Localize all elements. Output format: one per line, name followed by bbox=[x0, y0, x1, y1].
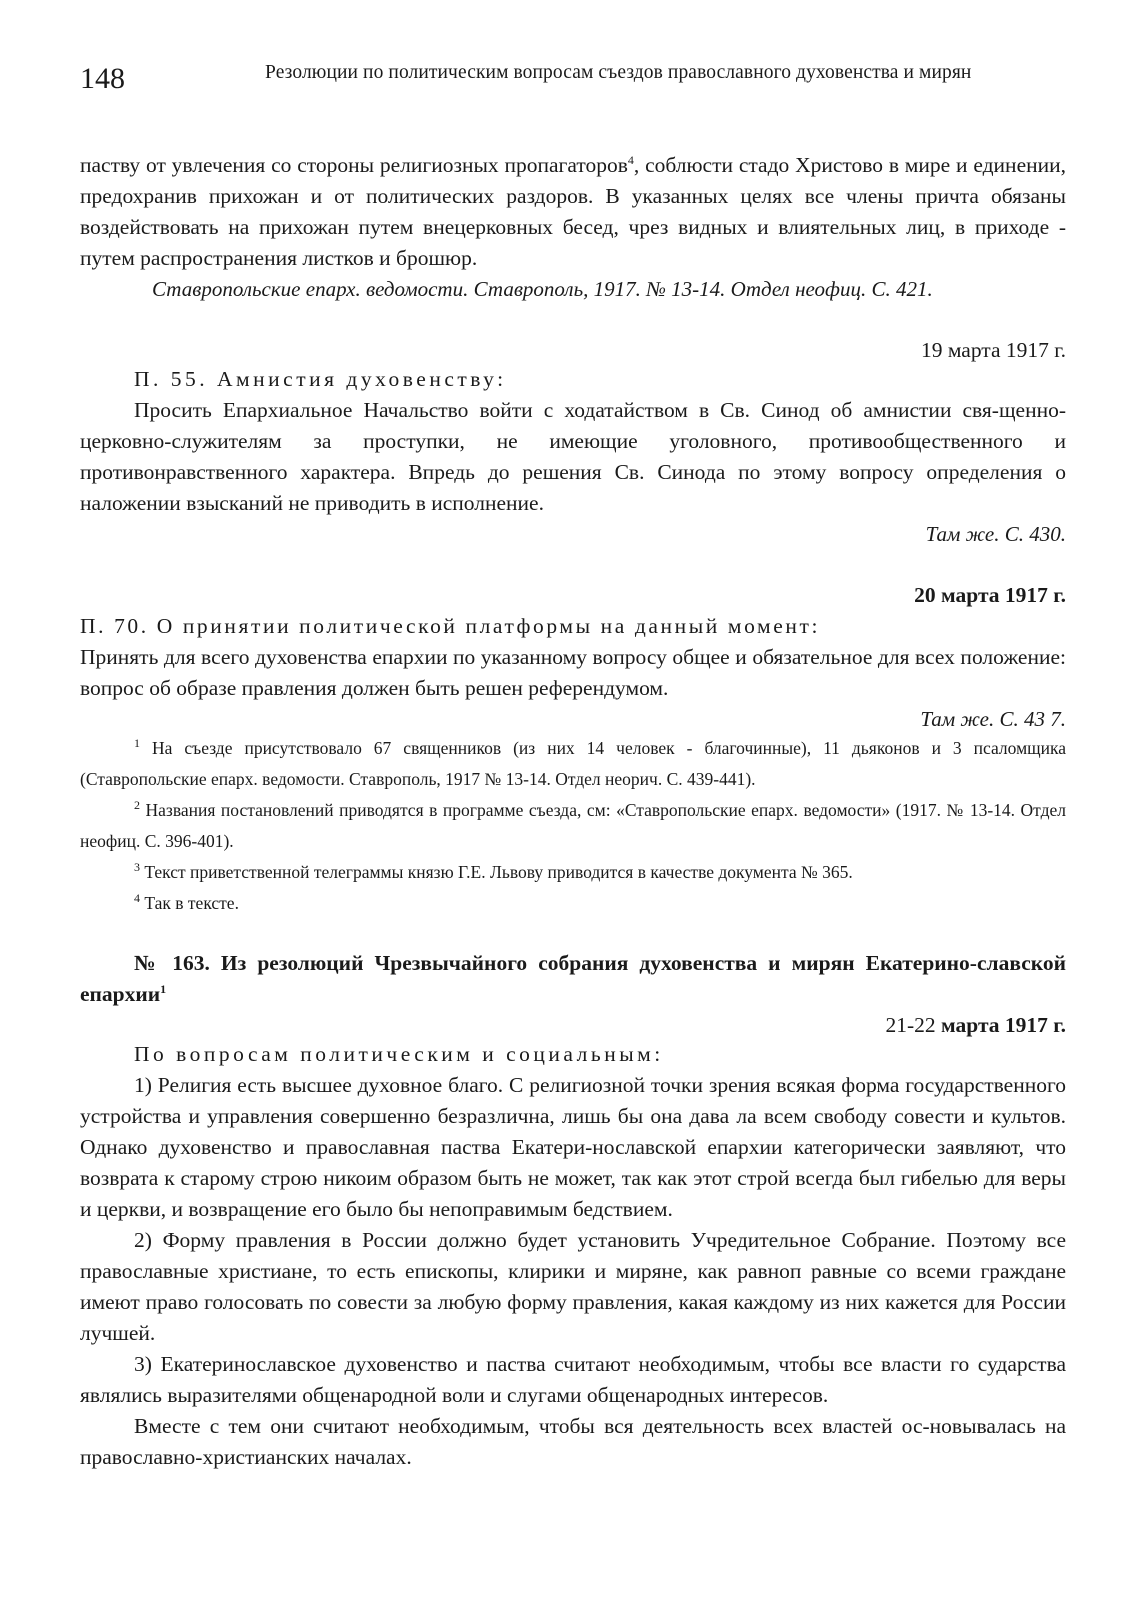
footnote: $^3$ Текст приветственной телеграммы князю Г.Е. Львову приводится в качестве документа № 365. bbox=[134, 860, 853, 882]
document-163 bbox=[80, 948, 1066, 1473]
paragraph-text-cont: , соблюсти стадо Христово в мире и единении, предохранив прихожан и от политических раздоров. В указанных целях все члены причта обязаны воздействовать на прихожан путем внецерковных бесед, чрез видных и влиятельных лиц, в приходе - путем распространения листков и брошюр. bbox=[80, 153, 1067, 270]
date-line: 21-22 марта 1917 г. bbox=[885, 1013, 1066, 1037]
paragraph: Вместе с тем они считают необходимым, чтобы вся деятельность всех властей ос-новывалась на православно-христианских началах. bbox=[80, 1414, 1066, 1469]
paragraph: 1) Религия есть высшее духовное благо. С религиозной точки зрения всякая форма государственного устройства и управления совершенно безразлична, лишь бы она дава ла всем свободу совести и культов. Однако духовенство и православная паства Екатери-нославской епархии категорически заявляют, что возврата к старому строю никоим образом быть не может, так как этот строй всегда был гибелью для веры и церкви, и возвращение его было бы непоправимым бедствием. bbox=[80, 1073, 1066, 1221]
footnote-ref: 4 bbox=[627, 152, 634, 167]
footnote: $^2$ Названия постановлений приводятся в программе съезда, см: «Ставропольские епарх. ведомости» (1917. № 13-14. Отдел неофиц. С. 396-401). bbox=[80, 798, 1066, 851]
source-citation: Там же. С. 430. bbox=[925, 522, 1066, 546]
block-item-70 bbox=[80, 580, 1066, 735]
section-heading: П. 55. Амнистия духовенству: bbox=[134, 367, 507, 391]
document-title: № 163. Из резолюций Чрезвычайного собрания духовенства и мирян Екатерино-славской епархии$^1$ bbox=[80, 951, 1066, 1006]
footnote: $^1$ На съезде присутствовало 67 священников (из них 14 человек - благочинные), 11 дьяконов и 3 псаломщика (Ставропольские епарх. ведомости. Ставрополь, 1917 № 13-14. Отдел неорич. С. 439-441). bbox=[80, 736, 1067, 789]
footnote: $^4$ Так в тексте. bbox=[134, 891, 239, 913]
date-line: 19 марта 1917 г. bbox=[920, 338, 1066, 362]
running-title: Резолюции по политическим вопросам съездов православного духовенства и мирян bbox=[265, 62, 972, 83]
source-citation: Ставропольские епарх. ведомости. Ставрополь, 1917. № 13-14. Отдел неофиц. С. 421. bbox=[152, 277, 933, 301]
paragraph: Просить Епархиальное Начальство войти с ходатайством в Св. Синод об амнистии свя-щенно-церковно-служителям за проступки, не имеющие уголовного, противообщественного и противонравственного характера. Впредь до решения Св. Синода по этому вопросу определения о наложении взысканий не приводить в исполнение. bbox=[80, 398, 1066, 515]
paragraph: 3) Екатеринославское духовенство и паства считают необходимым, чтобы все власти го сударства являлись выразителями общенародной воли и слугами общенародных интересов. bbox=[80, 1352, 1066, 1407]
paragraph: Принять для всего духовенства епархии по указанному вопросу общее и обязательное для всех положение: вопрос об образе правления должен быть решен референдумом. bbox=[80, 645, 1066, 700]
page-number: 148 bbox=[80, 62, 125, 95]
block-item-55 bbox=[80, 335, 1066, 550]
block-stavropol-1 bbox=[80, 150, 1066, 305]
section-heading: По вопросам политическим и социальным: bbox=[134, 1042, 664, 1066]
paragraph: 2) Форму правления в России должно будет установить Учредительное Собрание. Поэтому все православные христиане, то есть епископы, клирики и миряне, как равноп равные со всеми граждане имеют право голосовать по совести за любую форму правления, какая каждому из них кажется для России лучшей. bbox=[80, 1228, 1066, 1345]
paragraph-text: паству от увлечения со стороны религиозных пропагаторов bbox=[80, 153, 628, 177]
footnotes bbox=[80, 733, 1066, 919]
source-citation: Там же. С. 43 7. bbox=[920, 707, 1066, 731]
section-heading: П. 70. О принятии политической платформы на данный момент: bbox=[80, 614, 821, 638]
date-line: 20 марта 1917 г. bbox=[914, 583, 1066, 607]
paragraph-continuation bbox=[80, 150, 1066, 274]
